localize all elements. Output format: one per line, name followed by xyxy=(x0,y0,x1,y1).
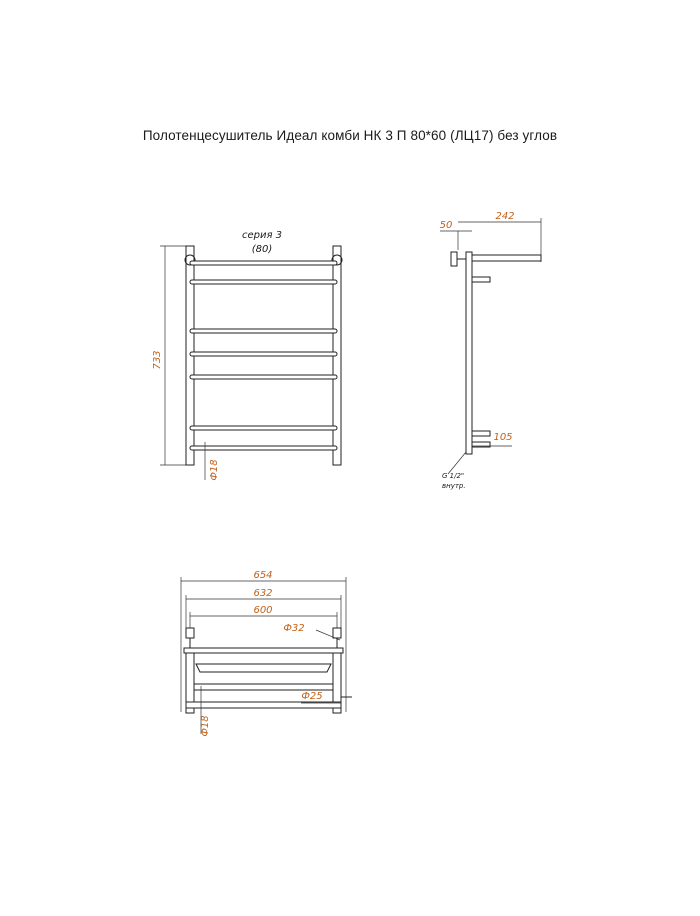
mount-width-dimension: 632 xyxy=(253,588,273,599)
front-pipe-diameter: Ф18 xyxy=(209,459,220,481)
side-bottom-dimension: 105 xyxy=(493,432,513,443)
front-view xyxy=(152,230,342,481)
axis-width-dimension: 600 xyxy=(253,605,273,616)
series-value: (80) xyxy=(251,244,273,255)
thread-note: внутр. xyxy=(442,482,466,490)
top-pipe-diameter: Ф18 xyxy=(200,715,211,737)
side-offset-dimension: 50 xyxy=(439,220,453,231)
shelf-diameter: Ф25 xyxy=(301,691,323,702)
height-dimension: 733 xyxy=(152,350,163,370)
side-view xyxy=(440,211,541,490)
flange-diameter: Ф32 xyxy=(283,623,305,634)
page-title: Полотенцесушитель Идеал комби НК 3 П 80*60 (ЛЦ17) без углов xyxy=(142,128,558,143)
thread-label: G 1/2" xyxy=(442,472,465,480)
top-view xyxy=(181,570,352,737)
overall-width-dimension: 654 xyxy=(253,570,273,581)
series-label: серия 3 xyxy=(241,230,283,241)
side-depth-dimension: 242 xyxy=(495,211,515,222)
